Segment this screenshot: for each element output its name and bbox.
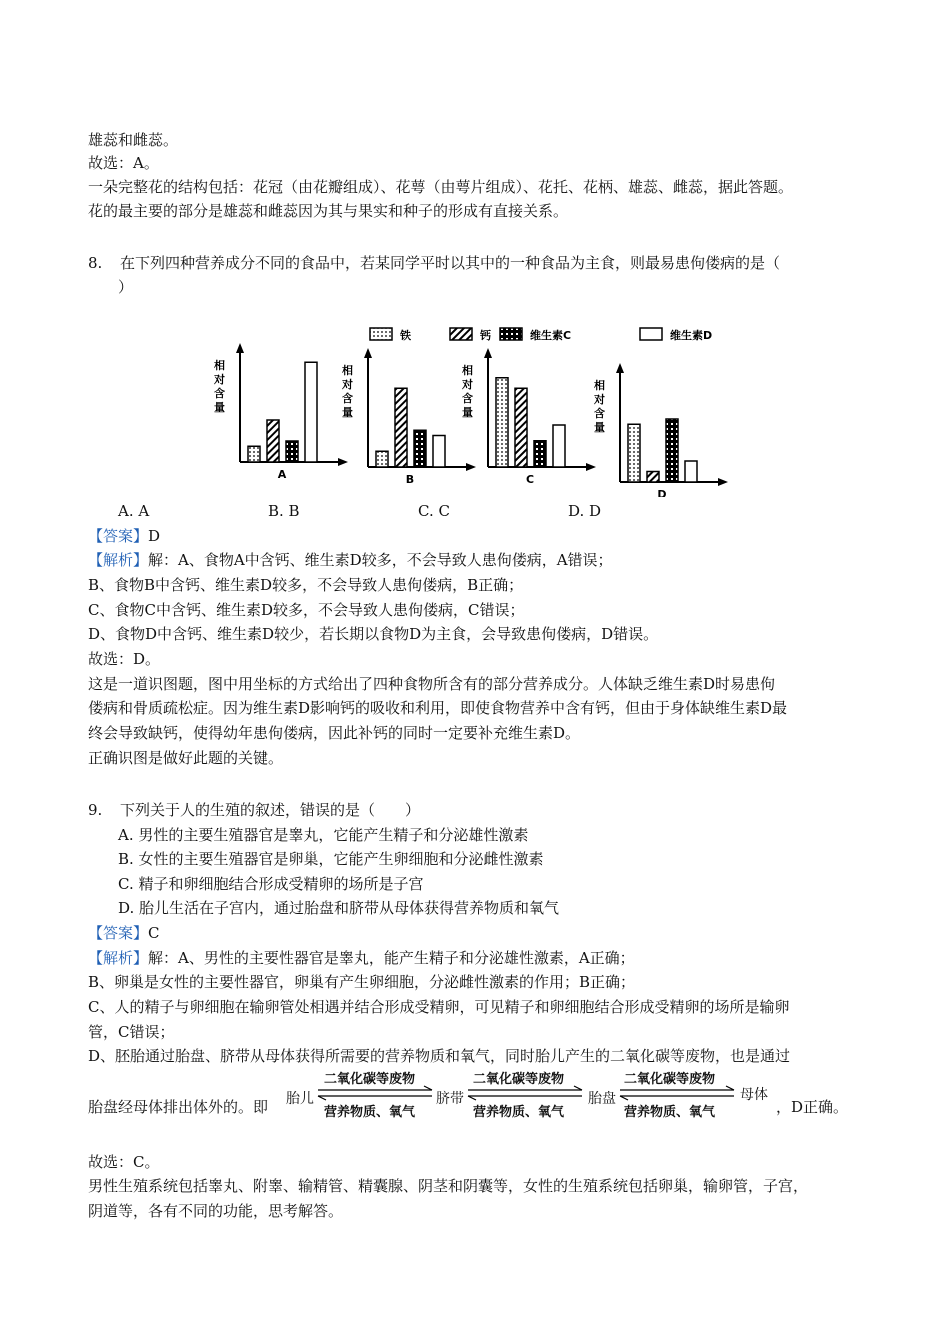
y-axis-label-char: 相	[342, 364, 353, 377]
bar-铁	[376, 451, 388, 467]
answer-tag: 【答案】	[88, 527, 149, 545]
q9-option-d[interactable]: D. 胎儿生活在子宫内，通过胎盘和脐带从母体获得营养物质和氧气	[118, 899, 560, 917]
q8-analysis-line: 这是一道识图题，图中用坐标的方式给出了四种食物所含有的部分营养成分。人体缺乏维生素D时易患佝	[88, 675, 776, 693]
q8-stem	[88, 252, 780, 274]
flow-node-fetus: 胎儿	[286, 1091, 314, 1107]
x-axis-arrow-icon	[718, 478, 728, 486]
flow-top-label: 二氧化碳等废物	[473, 1072, 565, 1087]
y-axis-label-char: 相	[594, 379, 605, 392]
x-axis-arrow-icon	[586, 463, 596, 471]
q8-answer	[88, 525, 160, 547]
flow-node-umbilical-cord: 脐带	[436, 1091, 464, 1107]
x-axis-arrow-icon	[338, 458, 348, 466]
q8-option-c[interactable]: C. C	[418, 502, 450, 520]
bar-维生素C	[414, 430, 426, 467]
answer-value: C	[148, 924, 160, 942]
bar-钙	[647, 472, 659, 483]
y-axis-label-char: 量	[342, 406, 353, 419]
q9-analysis-line	[88, 947, 635, 969]
q8-analysis-line: C、食物C中含钙、维生素D较多，不会导致人患佝偻病，C错误；	[88, 601, 525, 619]
flow-bottom-label: 营养物质、氧气	[473, 1105, 565, 1120]
flow-bottom-label: 营养物质、氧气	[324, 1105, 416, 1120]
flow-prefix: 胎盘经母体排出体外的。即	[88, 1098, 269, 1116]
q8-stem-text: 在下列四种营养成分不同的食品中，若某同学平时以其中的一种食品为主食，则最易患佝偻病的是（	[120, 254, 781, 272]
analysis-tag: 【解析】	[88, 949, 149, 967]
text-line: 故选：A。	[88, 154, 159, 172]
y-axis-label-char: 对	[594, 393, 605, 406]
legend-swatch	[370, 328, 392, 340]
double-arrow-icon	[316, 1085, 434, 1101]
bar-铁	[496, 378, 508, 467]
q8-analysis-line	[88, 549, 613, 571]
analysis-text: 解：A、食物A中含钙、维生素D较多，不会导致人患佝偻病，A错误；	[148, 551, 613, 569]
q8-analysis-line: 正确识图是做好此题的关键。	[88, 749, 284, 767]
legend-swatch	[500, 328, 522, 340]
legend-label: 维生素D	[670, 329, 713, 342]
bar-维生素C	[286, 441, 298, 462]
answer-tag: 【答案】	[88, 924, 149, 942]
legend-swatch	[450, 328, 472, 340]
bar-维生素D	[305, 362, 317, 462]
double-arrow-icon	[466, 1085, 584, 1101]
text-line: 雄蕊和雌蕊。	[88, 131, 179, 149]
q8-option-b[interactable]: B. B	[268, 502, 300, 520]
y-axis-label-char: 含	[342, 392, 353, 405]
flow-suffix: ，D正确。	[776, 1098, 849, 1116]
bar-维生素C	[666, 419, 678, 482]
chart-d	[593, 363, 728, 497]
nutrient-bar-charts	[200, 322, 760, 497]
q9-tail-line: 阴道等，各有不同的功能，思考解答。	[88, 1202, 344, 1220]
y-axis-arrow-icon	[364, 348, 372, 358]
y-axis-label-char: 对	[342, 378, 353, 391]
q9-tail-line: 故选：C。	[88, 1153, 160, 1171]
chart-label: B	[405, 473, 415, 486]
q9-option-b[interactable]: B. 女性的主要生殖器官是卵巢，它能产生卵细胞和分泌雌性激素	[118, 850, 544, 868]
q9-analysis-line: 管，C错误；	[88, 1023, 175, 1041]
q9-tail-line: 男性生殖系统包括睾丸、附睾、输精管、精囊腺、阴茎和阴囊等，女性的生殖系统包括卵巢，输卵管，子宫，	[88, 1177, 809, 1195]
bar-铁	[628, 424, 640, 482]
q8-stem-end: ）	[118, 278, 134, 296]
legend-swatch	[640, 328, 662, 340]
y-axis-label-char: 量	[214, 401, 225, 414]
y-axis-label-char: 相	[462, 364, 473, 377]
flow-node-placenta: 胎盘	[588, 1091, 616, 1107]
y-axis-label-char: 量	[594, 421, 605, 434]
bar-维生素D	[685, 461, 697, 482]
q8-analysis-line: 终会导致缺钙，使得幼年患佝偻病，因此补钙的同时一定要补充维生素D。	[88, 724, 581, 742]
q8-analysis-line: 故选：D。	[88, 650, 161, 668]
y-axis-label-char: 对	[462, 378, 473, 391]
answer-value: D	[148, 527, 161, 545]
flow-top-label: 二氧化碳等废物	[624, 1072, 716, 1087]
q9-number: 9.	[88, 801, 103, 819]
y-axis-arrow-icon	[236, 343, 244, 353]
analysis-tag: 【解析】	[88, 551, 149, 569]
text-line: 花的最主要的部分是雄蕊和雌蕊因为其与果实和种子的形成有直接关系。	[88, 202, 569, 220]
double-arrow-icon	[618, 1085, 736, 1101]
x-axis-arrow-icon	[466, 463, 476, 471]
analysis-text: 解：A、男性的主要性器官是睾丸，能产生精子和分泌雄性激素，A正确；	[148, 949, 635, 967]
bar-维生素D	[553, 425, 565, 467]
flow-node-mother: 母体	[740, 1087, 768, 1103]
chart-b	[341, 348, 476, 486]
chart-label: C	[525, 473, 535, 486]
y-axis-label-char: 含	[594, 407, 605, 420]
bar-钙	[267, 420, 279, 462]
y-axis-label-char: 对	[214, 373, 225, 386]
q9-analysis-line: B、卵巢是女性的主要性器官，卵巢有产生卵细胞，分泌雌性激素的作用；B正确；	[88, 973, 636, 991]
bar-钙	[395, 388, 407, 467]
legend-label: 钙	[480, 329, 491, 342]
legend-label: 维生素C	[530, 329, 572, 342]
q9-option-a[interactable]: A. 男性的主要生殖器官是睾丸，它能产生精子和分泌雄性激素	[118, 826, 529, 844]
q9-stem	[88, 799, 420, 821]
chart-a	[213, 343, 348, 481]
q9-analysis-line: C、人的精子与卵细胞在输卵管处相遇并结合形成受精卵，可见精子和卵细胞结合形成受精卵的场所是输卵	[88, 998, 790, 1016]
q9-stem-text: 下列关于人的生殖的叙述，错误的是（ ）	[120, 801, 421, 819]
chart-c	[461, 348, 596, 486]
y-axis-label-char: 量	[462, 406, 473, 419]
q8-analysis-line: D、食物D中含钙、维生素D较少，若长期以食物D为主食，会导致患佝偻病，D错误。	[88, 625, 659, 643]
q8-option-a[interactable]: A. A	[118, 502, 150, 520]
q8-option-d[interactable]: D. D	[568, 502, 602, 520]
bar-钙	[515, 388, 527, 467]
flow-bottom-label: 营养物质、氧气	[624, 1105, 716, 1120]
q8-analysis-line: 偻病和骨质疏松症。因为维生素D影响钙的吸收和利用，即使食物营养中含有钙，但由于身体缺维生素D最	[88, 699, 788, 717]
chart-label: A	[277, 468, 287, 481]
legend-label: 铁	[400, 329, 411, 342]
bar-铁	[248, 446, 260, 462]
bar-维生素D	[433, 436, 445, 468]
flow-top-label: 二氧化碳等废物	[324, 1072, 416, 1087]
q8-analysis-line: B、食物B中含钙、维生素D较多，不会导致人患佝偻病，B正确；	[88, 576, 524, 594]
y-axis-label-char: 含	[462, 392, 473, 405]
bar-维生素C	[534, 441, 546, 467]
y-axis-arrow-icon	[616, 363, 624, 373]
y-axis-label-char: 相	[214, 359, 225, 372]
y-axis-label-char: 含	[214, 387, 225, 400]
q9-answer	[88, 922, 160, 944]
q9-analysis-line: D、胚胎通过胎盘、脐带从母体获得所需要的营养物质和氧气，同时胎儿产生的二氧化碳等废物，也是通过	[88, 1047, 791, 1065]
q9-option-c[interactable]: C. 精子和卵细胞结合形成受精卵的场所是子宫	[118, 875, 424, 893]
chart-label: D	[657, 488, 667, 497]
q8-options	[118, 500, 718, 522]
q8-number: 8.	[88, 254, 103, 272]
y-axis-arrow-icon	[484, 348, 492, 358]
text-line: 一朵完整花的结构包括：花冠（由花瓣组成）、花萼（由萼片组成）、花托、花柄、雄蕊、雌蕊，据此答题。	[88, 178, 794, 196]
